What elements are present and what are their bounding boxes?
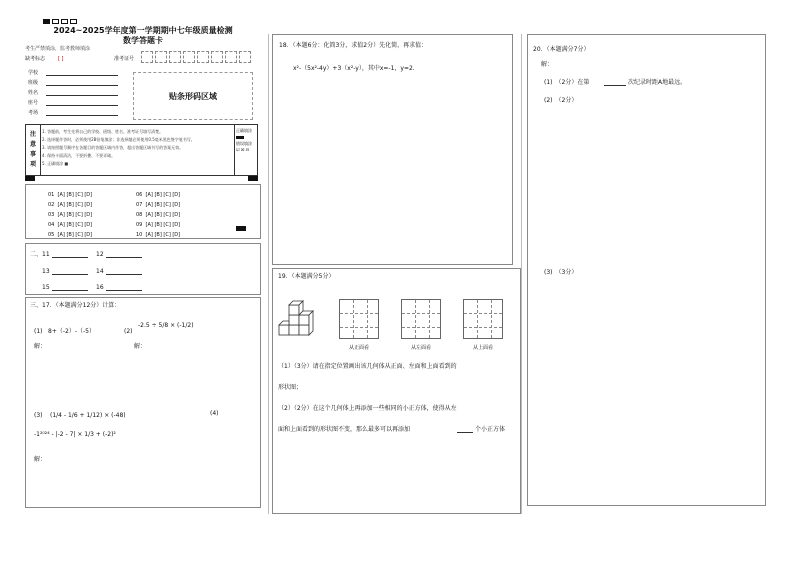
notes-side-label: 注 意 事 项 <box>29 131 36 168</box>
q19-part2-cont: 面和上面看到的形状图不变，那么最多可以再添加 <box>278 426 411 433</box>
q18-heading: 18．（本题6分：化简3分，求值2分）先化简，再求值： <box>279 42 428 49</box>
q17-solve-label: 解： <box>34 343 47 350</box>
absent-checkbox[interactable]: [ ] <box>58 56 64 62</box>
q20-part1: (1) （2分）在第 <box>544 79 590 86</box>
question-17-area[interactable] <box>25 297 261 508</box>
student-info <box>26 68 126 120</box>
position-mark-icon <box>43 19 50 24</box>
info-label-seat: 座号 <box>28 100 39 106</box>
mc-row[interactable]: 08 [A] [B] [C] [D] <box>136 212 181 218</box>
name-field[interactable] <box>46 95 118 96</box>
fill-blank-area <box>25 243 261 295</box>
fill-example: 正确填涂 错误填涂 ☑ ☒ ⊟ <box>236 128 252 152</box>
position-mark-icon <box>70 19 77 24</box>
q17-part3-label: (3) <box>34 412 43 419</box>
left-view-label: 从左面看 <box>410 345 431 351</box>
info-label-school: 学校 <box>28 70 39 76</box>
mc-row[interactable]: 06 [A] [B] [C] [D] <box>136 192 181 198</box>
position-mark-icon <box>248 176 258 181</box>
q17-part2-label: (2) <box>124 328 133 335</box>
note-item: 2. 选择题作答时，必须使用2B铅笔填涂；非选择题必须使用0.5毫米黑色签字笔书写。 <box>42 137 195 142</box>
q17-part4-label: (4) <box>210 410 219 417</box>
q17-part3-expression: (1/4 - 1/6 + 1/12) × (-48) <box>50 412 126 419</box>
mc-row[interactable]: 02 [A] [B] [C] [D] <box>48 202 93 208</box>
position-mark-icon <box>236 226 246 231</box>
warning-note: 考生严禁填涂，监考教师填涂 <box>25 46 91 52</box>
blank-number: 12 <box>96 251 104 258</box>
seat-field[interactable] <box>46 105 118 106</box>
position-mark-icon <box>25 176 35 181</box>
position-mark-icon <box>52 19 59 24</box>
answer-blank-12[interactable] <box>106 257 142 258</box>
q20-heading: 20．（本题满分7分） <box>533 46 590 53</box>
blank-number: 15 <box>42 284 50 291</box>
answer-blank-15[interactable] <box>52 290 88 291</box>
blank-number: 16 <box>96 284 104 291</box>
note-item: 1. 答题前，考生先将自己的学校、班级、姓名、准考证号填写清楚。 <box>42 129 164 134</box>
room-field[interactable] <box>46 115 118 116</box>
mc-row[interactable]: 01 [A] [B] [C] [D] <box>48 192 93 198</box>
exam-number-label: 准考证号 <box>114 56 135 62</box>
q17-part1-expression: 8+（-2）-（-5） <box>48 328 95 335</box>
q19-heading: 19．（本题满分5分） <box>278 273 335 280</box>
note-item: 3. 请按照题号顺序在各题目的答题区域内作答，超出答题区域书写的答案无效。 <box>42 145 184 150</box>
page-subtitle: 数学答题卡 <box>123 36 163 45</box>
q19-answer-blank[interactable] <box>457 432 473 433</box>
mc-row[interactable]: 09 [A] [B] [C] [D] <box>136 222 181 228</box>
front-view-grid[interactable] <box>339 299 379 339</box>
blank-number: 11 <box>42 251 50 258</box>
q20-part3: (3) （3分） <box>544 269 578 276</box>
page-title: 2024~2025学年度第一学期期中七年级质量检测 <box>53 26 233 35</box>
q19-part2-end: 个小正方体 <box>475 426 506 433</box>
mc-row[interactable]: 03 [A] [B] [C] [D] <box>48 212 93 218</box>
mc-row[interactable]: 07 [A] [B] [C] [D] <box>136 202 181 208</box>
q19-part2: （2）（2分）在这个几何体上再添加一些相同的小正方体，使得从左 <box>278 405 457 412</box>
q19-part1: （1）（3分）请在指定位置画出该几何体从正面、左面和上面看到的 <box>278 363 457 370</box>
barcode-area <box>133 72 253 120</box>
column-divider <box>521 34 522 514</box>
q20-part2: (2) （2分） <box>544 97 578 104</box>
blank-number: 13 <box>42 268 50 275</box>
question-19-area[interactable] <box>272 268 521 514</box>
blank-number: 14 <box>96 268 104 275</box>
barcode-label: 贴条形码区域 <box>169 92 217 101</box>
mc-row[interactable]: 04 [A] [B] [C] [D] <box>48 222 93 228</box>
section-label: 二、 <box>30 251 43 258</box>
question-20-area[interactable] <box>527 34 766 506</box>
note-item: 5. 正确填涂 ■ <box>42 161 69 166</box>
q17-solve-label: 解： <box>134 343 147 350</box>
q20-answer-blank[interactable] <box>604 85 626 86</box>
q17-part1-label: (1) <box>34 328 43 335</box>
q17-heading: 三、17．（本题满分12分）计算： <box>30 302 121 309</box>
answer-blank-11[interactable] <box>52 257 88 258</box>
q19-part1-cont: 形状图； <box>278 384 303 391</box>
info-label-name: 姓名 <box>28 90 39 96</box>
front-view-label: 从正面看 <box>348 345 369 351</box>
note-item: 4. 保持卡面清洁，不要折叠、不要弄破。 <box>42 153 116 158</box>
absent-label: 缺考标志 <box>25 56 46 62</box>
info-label-room: 考场 <box>28 110 39 116</box>
left-view-grid[interactable] <box>401 299 441 339</box>
position-mark-icon <box>61 19 68 24</box>
column-divider <box>268 34 269 514</box>
multiple-choice-area <box>25 184 261 239</box>
q18-expression: x²-（5x²-4y）+3（x²-y），其中x=-1，y=2. <box>293 65 415 72</box>
q20-part1-end: 次纪录时距A地最远。 <box>628 79 687 86</box>
question-18-area[interactable] <box>272 34 513 265</box>
answer-blank-16[interactable] <box>106 290 142 291</box>
class-field[interactable] <box>46 85 118 86</box>
q17-part2-expression: -2.5 ÷ 5/8 × (-1/2) <box>138 322 194 329</box>
top-view-label: 从上面看 <box>472 345 493 351</box>
school-field[interactable] <box>46 75 118 76</box>
q20-solve-label: 解： <box>541 61 554 68</box>
exam-number-boxes[interactable] <box>141 51 253 63</box>
answer-blank-14[interactable] <box>106 274 142 275</box>
top-view-grid[interactable] <box>463 299 503 339</box>
answer-blank-13[interactable] <box>52 274 88 275</box>
info-label-class: 班级 <box>28 80 39 86</box>
mc-row[interactable]: 05 [A] [B] [C] [D] <box>48 232 93 238</box>
q17-solve-label: 解： <box>34 456 47 463</box>
q17-part4-expression: -1²⁰²⁴ - |-2 - 7| × 1/3 + (-2)² <box>34 431 116 438</box>
notes-box <box>25 124 258 176</box>
cube-solid-figure <box>277 295 325 343</box>
mc-row[interactable]: 10 [A] [B] [C] [D] <box>136 232 181 238</box>
